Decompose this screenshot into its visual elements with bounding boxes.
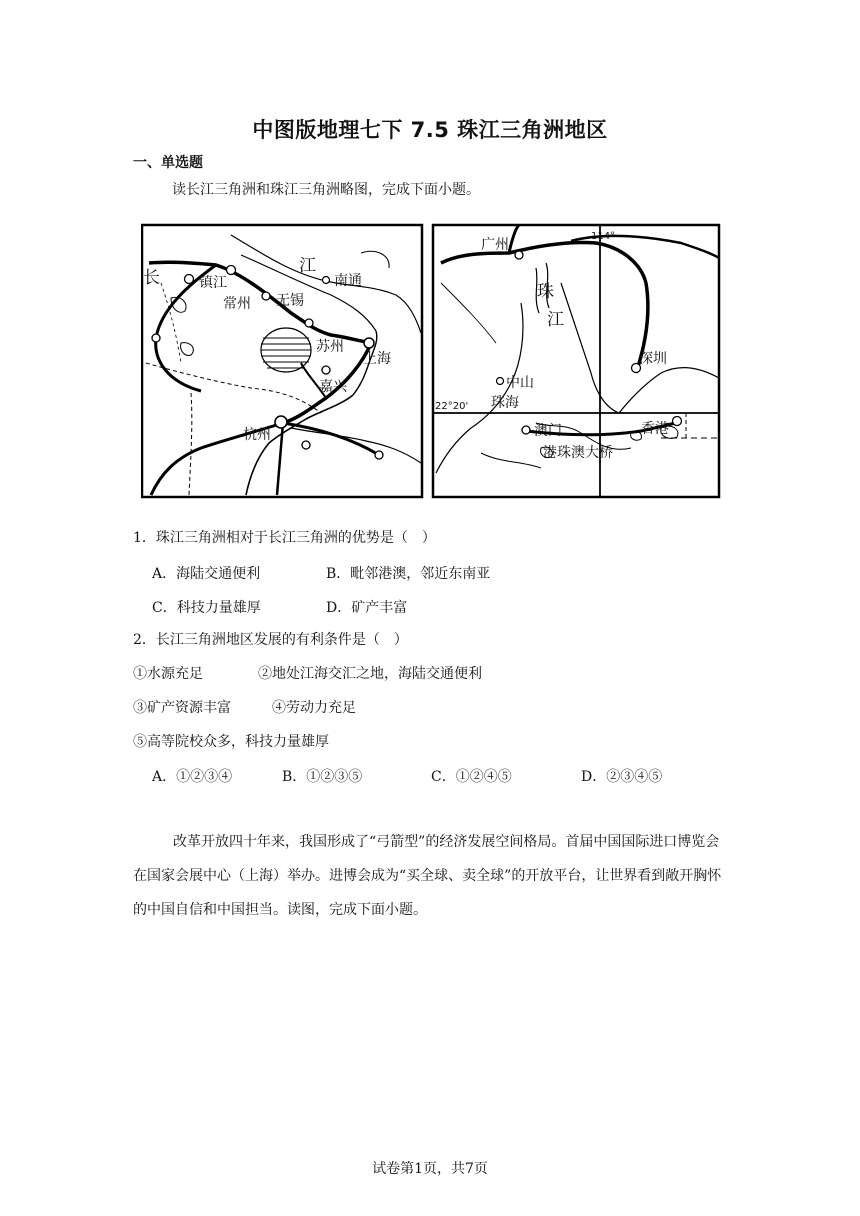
q2-condition-5: ⑤高等院校众多，科技力量雄厚	[133, 734, 329, 750]
pearl-delta-map	[433, 225, 719, 497]
label-zhuhai: 珠海	[491, 395, 519, 411]
label-nantong: 南通	[334, 273, 362, 289]
q1-option-b[interactable]: B．毗邻港澳，邻近东南亚	[326, 566, 491, 582]
label-shenzhen: 深圳	[639, 351, 667, 367]
q1-option-d[interactable]: D．矿产丰富	[326, 600, 408, 616]
question-2-stem: 2．长江三角洲地区发展的有利条件是（ ）	[133, 632, 408, 648]
label-macao: 澳门	[534, 423, 562, 439]
page-footer: 试卷第1页，共7页	[372, 1161, 488, 1177]
label-latitude: 22°20'	[435, 401, 469, 412]
lake-taihu	[261, 328, 311, 372]
q2-option-c[interactable]: C．①②④⑤	[431, 769, 512, 785]
q1-option-a[interactable]: A．海陆交通便利	[152, 566, 261, 582]
intro-text: 读长江三角洲和珠江三角洲略图，完成下面小题。	[172, 182, 480, 198]
section-heading: 一、单选题	[133, 155, 203, 171]
q2-condition-2: ②地处江海交汇之地，海陆交通便利	[258, 666, 482, 682]
label-changzhou: 常州	[223, 296, 251, 312]
question-1-stem: 1．珠江三角洲相对于长江三角洲的优势是（ ）	[133, 530, 436, 546]
label-suzhou: 苏州	[316, 339, 344, 355]
label-guangzhou: 广州	[481, 237, 509, 253]
label-shanghai: 上海	[363, 351, 391, 367]
q2-option-a[interactable]: A．①②③④	[152, 769, 233, 785]
q2-condition-4: ④劳动力充足	[272, 700, 356, 716]
label-jiang-pearl: 江	[547, 310, 564, 330]
delta-maps	[141, 223, 721, 500]
label-zhu: 珠	[537, 282, 554, 302]
label-hangzhou: 杭州	[243, 427, 271, 443]
label-jiang-yangtze: 江	[299, 256, 316, 276]
yangtze-delta-map	[142, 225, 422, 497]
label-hzm-bridge: 港珠澳大桥	[543, 445, 613, 461]
label-jiaxing: 嘉兴	[319, 379, 347, 395]
q2-condition-1: ①水源充足	[133, 666, 203, 682]
label-zhongshan: 中山	[506, 375, 534, 391]
q2-option-d[interactable]: D．②③④⑤	[581, 769, 663, 785]
label-wuxi: 无锡	[276, 293, 304, 309]
q2-condition-3: ③矿产资源丰富	[133, 700, 231, 716]
label-longitude: 114°	[591, 231, 616, 242]
q1-option-c[interactable]: C．科技力量雄厚	[152, 600, 261, 616]
label-hongkong: 香港	[641, 421, 669, 437]
label-zhenjiang: 镇江	[199, 275, 227, 291]
map-figures	[141, 223, 721, 500]
q2-option-b[interactable]: B．①②③⑤	[282, 769, 363, 785]
page-title: 中图版地理七下 7.5 珠江三角洲地区	[252, 118, 608, 142]
reading-passage: 改革开放四十年来，我国形成了“弓箭型”的经济发展空间格局。首届中国国际进口博览会在国家会展中心（上海）举办。进博会成为“买全球、卖全球”的开放平台，让世界看到敞开胸怀的中国自信和中国担当。读图，完成下面小题。	[133, 834, 722, 918]
label-chang: 长	[143, 268, 160, 288]
